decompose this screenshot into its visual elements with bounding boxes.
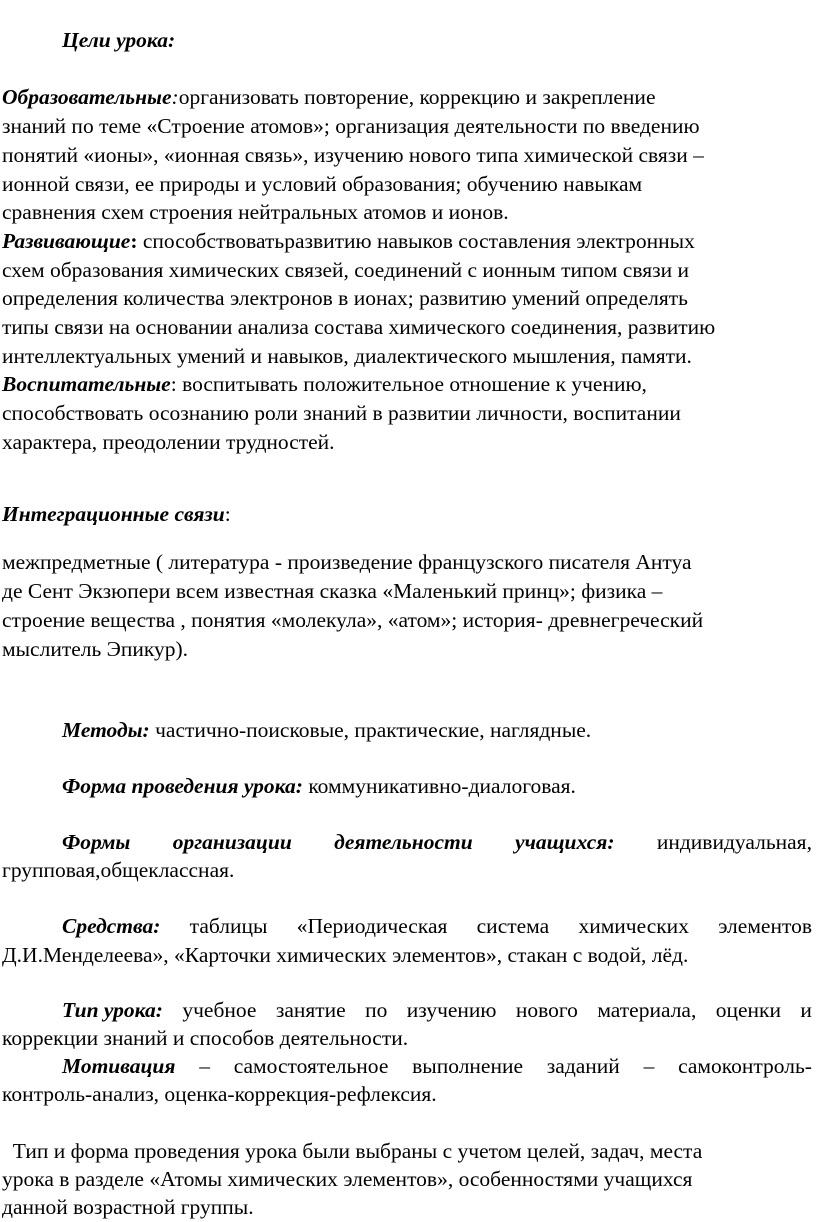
educational-line-3: понятий «ионы», «ионная связь», изучению нового типа химической связи – [2, 143, 704, 167]
educational-line-2: знаний по теме «Строение атомов»; организация деятельности по введению [2, 114, 700, 138]
methods-text: частично-поисковые, практические, наглядные. [149, 718, 592, 742]
motivation-line-1 [62, 1052, 812, 1081]
developing-label: Развивающие [2, 229, 131, 253]
upbringing-line-2: способствовать осознанию роли знаний в развитии личности, воспитании [2, 401, 681, 425]
motivation-word-6: самоконтроль- [678, 1054, 812, 1078]
motivation-word-4: заданий [546, 1054, 620, 1078]
lesson-type-line-2: коррекции знаний и способов деятельности. [2, 1026, 409, 1050]
means-word-4: химических [578, 914, 689, 938]
integration-line-2: де Сент Экзюпери всем известная сказка «Маленький принц»; физика – [2, 579, 663, 603]
developing-sep: : [130, 229, 138, 253]
lesson-type-line-1 [62, 996, 812, 1025]
integration-line-1: межпредметные ( литература - произведение французского писателя Антуа [2, 550, 692, 574]
motivation-word-2: самостоятельное [233, 1054, 389, 1078]
form-label: Форма проведения урока: [62, 774, 303, 798]
means-word-5: элементов [718, 914, 812, 938]
integration-sep: : [224, 502, 231, 526]
lesson-type-word-6: материала, [597, 998, 697, 1022]
educational-sep: : [171, 85, 179, 109]
methods-line [62, 716, 812, 745]
integration-heading [2, 500, 812, 529]
org-forms-label-word-2: организации [172, 830, 292, 854]
closing-line-3: данной возрастной группы. [2, 1195, 254, 1219]
lesson-type-word-2: занятие [275, 998, 346, 1022]
motivation-word-1: – [199, 1054, 210, 1078]
developing-text-1: способствоватьразвитию навыков составления электронных [137, 229, 695, 253]
org-forms-text-1: индивидуальная, [656, 830, 812, 854]
lesson-type-word-1: учебное [182, 998, 257, 1022]
lesson-type-label: Тип урока: [62, 998, 163, 1022]
means-word-2: «Периодическая [296, 914, 448, 938]
integration-line-4: мыслитель Эпикур). [2, 637, 189, 661]
motivation-label: Мотивация [62, 1054, 176, 1078]
lesson-type-word-4: изучению [406, 998, 497, 1022]
developing-line-3: определения количества электронов в ионах; развитию умений определять [2, 286, 688, 310]
developing-line-2: схем образования химических связей, соединений с ионным типом связи и [2, 258, 689, 282]
educational-text-1: организовать повторение, коррекцию и закрепление [178, 85, 656, 109]
closing-line-2: урока в разделе «Атомы химических элементов», особенностями учащихся [2, 1167, 693, 1191]
motivation-word-3: выполнение [412, 1054, 524, 1078]
lesson-type-word-5: нового [515, 998, 578, 1022]
motivation-line-2: контроль-анализ, оценка-коррекция-рефлексия. [2, 1082, 437, 1106]
means-line-2: Д.И.Менделеева», «Карточки химических элементов», стакан с водой, лёд. [2, 943, 689, 967]
means-line-1 [62, 912, 812, 941]
upbringing-label: Воспитательные [2, 372, 171, 396]
integration-line-3: строение вещества , понятия «молекула», «атом»; история- древнегреческий [2, 608, 704, 632]
means-word-1: таблицы [189, 914, 268, 938]
org-forms-label-word-1: Формы [62, 830, 131, 854]
upbringing-sep: : [170, 372, 177, 396]
form-line [62, 772, 812, 801]
developing-line-4: типы связи на основании анализа состава химического соединения, развитию [2, 315, 716, 339]
org-forms-line-1 [62, 828, 812, 857]
lesson-type-word-3: по [365, 998, 388, 1022]
closing-line-1: Тип и форма проведения урока были выбраны с учетом целей, задач, места [2, 1139, 703, 1163]
integration-label: Интеграционные связи [2, 502, 225, 526]
educational-label: Образовательные [2, 85, 172, 109]
developing-line-5: интеллектуальных умений и навыков, диалектического мышления, памяти. [2, 344, 692, 368]
lesson-type-word-8: и [800, 998, 812, 1022]
motivation-word-5: – [643, 1054, 655, 1078]
educational-line-5: сравнения схем строения нейтральных атомов и ионов. [2, 200, 509, 224]
means-word-3: система [476, 914, 550, 938]
form-text: коммуникативно-диалоговая. [302, 774, 576, 798]
upbringing-line-1 [2, 370, 812, 399]
lesson-type-word-7: оценки [715, 998, 782, 1022]
org-forms-label-word-3: деятельности [334, 830, 473, 854]
educational-line-1 [2, 83, 812, 112]
upbringing-text-1: воспитывать положительное отношение к учению, [176, 372, 647, 396]
methods-label: Методы: [62, 718, 150, 742]
means-label: Средства: [62, 914, 161, 938]
goals-heading: Цели урока: [62, 28, 176, 52]
educational-line-4: ионной связи, ее природы и условий образования; обучению навыкам [2, 172, 643, 196]
org-forms-label-word-4: учащихся: [515, 830, 615, 854]
upbringing-line-3: характера, преодолении трудностей. [2, 430, 335, 454]
developing-line-1 [2, 227, 812, 256]
org-forms-line-2: групповая,общеклассная. [2, 858, 235, 882]
